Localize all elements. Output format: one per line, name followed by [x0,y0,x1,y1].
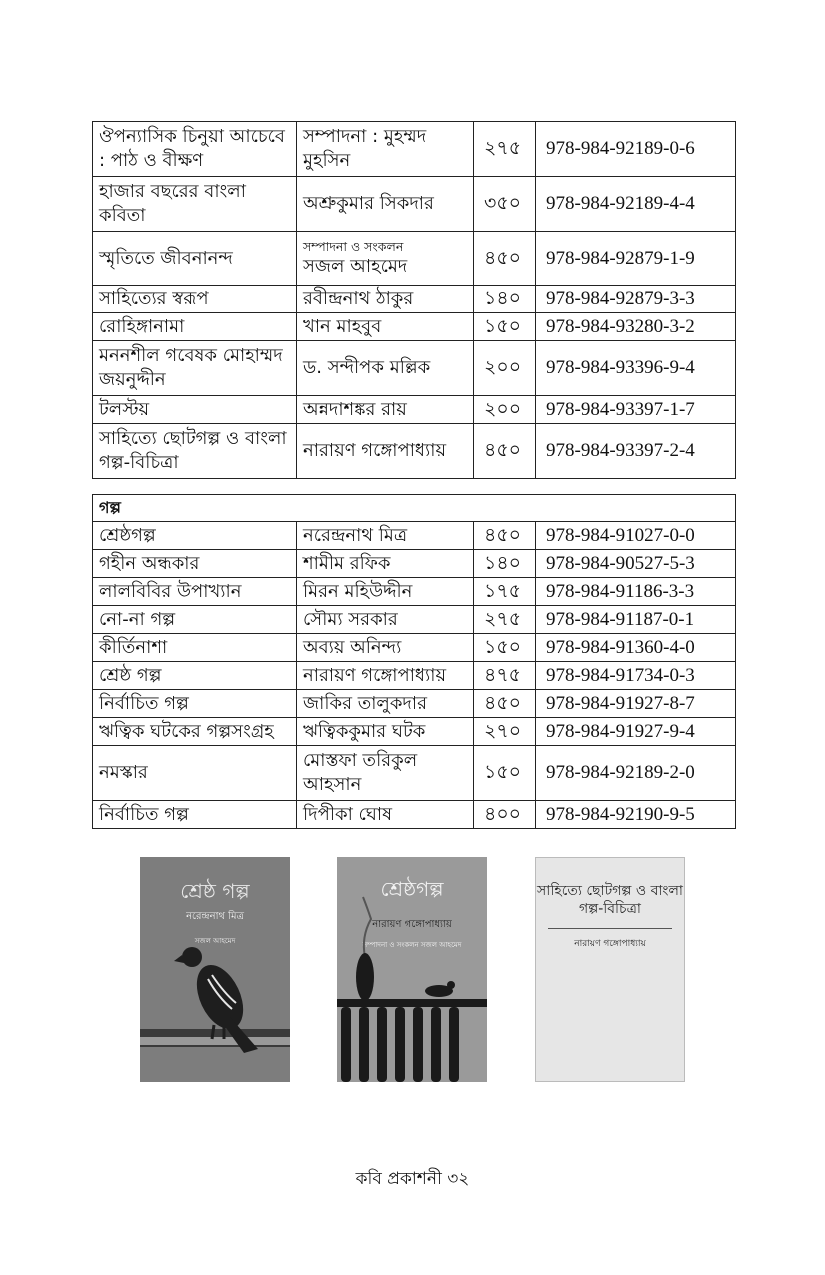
book-title: নির্বাচিত গল্প [93,690,297,718]
table-row [93,341,736,396]
book-isbn: 978-984-91187-0-1 [536,606,736,634]
book-author: ড. সন্দীপক মল্লিক [297,341,474,396]
table-row [93,746,736,801]
table-row [93,606,736,634]
page-footer: কবি প্রকাশনী ৩২ [355,1169,470,1189]
book-title: স্মৃতিতে জীবনানন্দ [93,232,297,286]
book-cover-3 [535,857,685,1082]
cover-author: নারায়ণ গঙ্গোপাধ্যায় [372,919,452,930]
book-isbn: 978-984-91734-0-3 [536,662,736,690]
book-author: মোস্তফা তরিকুল আহসান [297,746,474,801]
book-price: ১৫০ [474,313,536,341]
table-row [93,662,736,690]
table-row [93,396,736,424]
book-price: ৪০০ [474,801,536,829]
railing-illustration [337,857,487,1082]
book-isbn: 978-984-93280-3-2 [536,313,736,341]
table-row [93,578,736,606]
table-row [93,122,736,177]
book-cover-1 [140,857,290,1082]
book-title: টলস্টয় [93,396,297,424]
book-author: সজল আহমেদ [303,255,408,277]
table-row [93,177,736,232]
book-isbn: 978-984-91186-3-3 [536,578,736,606]
book-isbn: 978-984-91927-8-7 [536,690,736,718]
book-price: ২০০ [474,396,536,424]
section-heading-row [93,495,736,522]
book-title: নমস্কার [93,746,297,801]
book-isbn: 978-984-91927-9-4 [536,718,736,746]
book-price: ১৭৫ [474,578,536,606]
book-author: সম্পাদনা : মুহম্মদ মুহসিন [297,122,474,177]
book-title: হাজার বছরের বাংলা কবিতা [93,177,297,232]
book-author: অশ্রুকুমার সিকদার [297,177,474,232]
book-author-cell [297,232,474,286]
book-author: নারায়ণ গঙ্গোপাধ্যায় [297,662,474,690]
book-table-1 [92,121,736,479]
book-isbn: 978-984-92879-1-9 [536,232,736,286]
book-author: মিরন মহিউদ্দীন [297,578,474,606]
book-price: ৪৫০ [474,522,536,550]
book-title: কীর্তিনাশা [93,634,297,662]
book-title: ঔপন্যাসিক চিনুয়া আচেবে : পাঠ ও বীক্ষণ [93,122,297,177]
book-title: সাহিত্যের স্বরূপ [93,286,297,313]
book-price: ৪৭৫ [474,662,536,690]
section-heading: গল্প [93,495,736,522]
table-row [93,424,736,479]
book-author: সৌম্য সরকার [297,606,474,634]
book-title: গহীন অন্ধকার [93,550,297,578]
book-author: রবীন্দ্রনাথ ঠাকুর [297,286,474,313]
book-price: ৩৫০ [474,177,536,232]
book-author: দিপীকা ঘোষ [297,801,474,829]
table-row [93,522,736,550]
table-row [93,232,736,286]
book-price: ৪৫০ [474,232,536,286]
book-author: অব্যয় অনিন্দ্য [297,634,474,662]
book-title: নো-না গল্প [93,606,297,634]
book-title: শ্রেষ্ঠ গল্প [93,662,297,690]
book-isbn: 978-984-91027-0-0 [536,522,736,550]
book-title: শ্রেষ্ঠগল্প [93,522,297,550]
book-price: ৪৫০ [474,690,536,718]
cover-author: নারায়ণ গঙ্গোপাধ্যায় [574,939,646,949]
book-title: লালবিবির উপাখ্যান [93,578,297,606]
book-author: নারায়ণ গঙ্গোপাধ্যায় [297,424,474,479]
book-isbn: 978-984-93396-9-4 [536,341,736,396]
book-author: ঋত্বিককুমার ঘটক [297,718,474,746]
book-isbn: 978-984-92190-9-5 [536,801,736,829]
author-note: সম্পাদনা ও সংকলন [303,238,404,254]
cover-editor: সজল আহমেদ [194,937,236,945]
cover-divider [548,928,672,929]
book-isbn: 978-984-92189-4-4 [536,177,736,232]
book-title: মননশীল গবেষক মোহাম্মদ জয়নুদ্দীন [93,341,297,396]
table-row [93,313,736,341]
book-author: শামীম রফিক [297,550,474,578]
table-row [93,550,736,578]
book-author: খান মাহবুব [297,313,474,341]
cover-author: নরেন্দ্রনাথ মিত্র [186,911,244,922]
book-price: ২০০ [474,341,536,396]
book-isbn: 978-984-90527-5-3 [536,550,736,578]
table-row [93,690,736,718]
book-price: ১৫০ [474,746,536,801]
table-row [93,718,736,746]
book-author: নরেন্দ্রনাথ মিত্র [297,522,474,550]
book-title: রোহিঙ্গানামা [93,313,297,341]
book-title: নির্বাচিত গল্প [93,801,297,829]
bird-illustration [140,857,290,1082]
book-isbn: 978-984-92879-3-3 [536,286,736,313]
book-table-2 [92,494,736,829]
book-title: ঋত্বিক ঘটকের গল্পসংগ্রহ [93,718,297,746]
book-price: ২৭০ [474,718,536,746]
cover-title: সাহিত্যে ছোটগল্প ও বাংলা গল্প-বিচিত্রা [537,883,683,917]
table-row [93,634,736,662]
cover-title: শ্রেষ্ঠগল্প [380,877,444,901]
book-price: ১৪০ [474,550,536,578]
cover-title: শ্রেষ্ঠ গল্প [180,879,250,903]
table-row [93,801,736,829]
book-isbn: 978-984-93397-1-7 [536,396,736,424]
book-price: ১৪০ [474,286,536,313]
book-price: ২৭৫ [474,606,536,634]
book-title: সাহিত্যে ছোটগল্প ও বাংলা গল্প-বিচিত্রা [93,424,297,479]
book-cover-2 [337,857,487,1082]
book-author: জাকির তালুকদার [297,690,474,718]
book-isbn: 978-984-91360-4-0 [536,634,736,662]
book-isbn: 978-984-92189-2-0 [536,746,736,801]
book-price: ৪৫০ [474,424,536,479]
book-author: অন্নদাশঙ্কর রায় [297,396,474,424]
book-isbn: 978-984-93397-2-4 [536,424,736,479]
cover-editor: সম্পাদনা ও সংকলন সজল আহমেদ [362,941,462,949]
book-isbn: 978-984-92189-0-6 [536,122,736,177]
table-row [93,286,736,313]
book-price: ২৭৫ [474,122,536,177]
book-price: ১৫০ [474,634,536,662]
